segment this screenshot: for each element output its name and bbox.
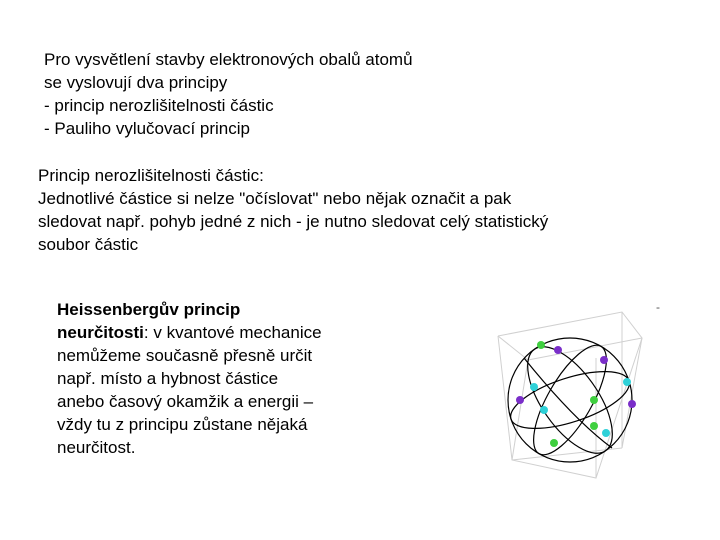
principle-line: Princip nerozlišitelnosti částic: <box>38 166 264 185</box>
particle-dot <box>530 383 538 391</box>
principle-line: sledovat např. pohyb jedné z nich - je nutno sledovat celý statistický <box>38 212 549 231</box>
particle-dot <box>516 396 524 404</box>
particle-dot <box>590 422 598 430</box>
heisenberg-line: neurčitost. <box>57 438 136 457</box>
heisenberg-line: : v kvantové mechanice <box>143 323 322 342</box>
intro-line: - princip nerozlišitelnosti částic <box>44 96 274 115</box>
particle-dot <box>628 400 636 408</box>
particle-dot <box>602 429 610 437</box>
heisenberg-line: anebo časový okamžik a energii – <box>57 392 314 411</box>
indistinguishability-paragraph <box>38 164 548 256</box>
principle-line: soubor částic <box>38 235 139 254</box>
particle-dot <box>537 341 545 349</box>
intro-line: - Pauliho vylučovací princip <box>44 119 250 138</box>
heisenberg-title-cont: neurčitosti <box>57 323 144 342</box>
intro-paragraph <box>44 48 413 140</box>
heisenberg-line: nemůžeme současně přesně určit <box>57 346 313 365</box>
heisenberg-title: Heissenbergův princip <box>57 300 241 319</box>
sphere-in-cube-illustration <box>484 300 659 480</box>
particle-dot <box>550 439 558 447</box>
particle-dot <box>590 396 598 404</box>
particle-dot <box>554 346 562 354</box>
particle-dot <box>540 406 548 414</box>
principle-line: Jednotlivé částice si nelze "očíslovat" nebo nějak označit a pak <box>38 189 512 208</box>
side-mark: - <box>656 300 660 314</box>
heisenberg-line: vždy tu z principu zůstane nějaká <box>57 415 308 434</box>
particle-dot <box>623 378 631 386</box>
heisenberg-line: např. místo a hybnost částice <box>57 369 279 388</box>
intro-line: se vyslovují dva principy <box>44 73 228 92</box>
particle-dot <box>600 356 608 364</box>
heisenberg-paragraph <box>57 298 322 459</box>
intro-line: Pro vysvětlení stavby elektronových obalů atomů <box>44 50 413 69</box>
cube-outline <box>498 312 642 478</box>
